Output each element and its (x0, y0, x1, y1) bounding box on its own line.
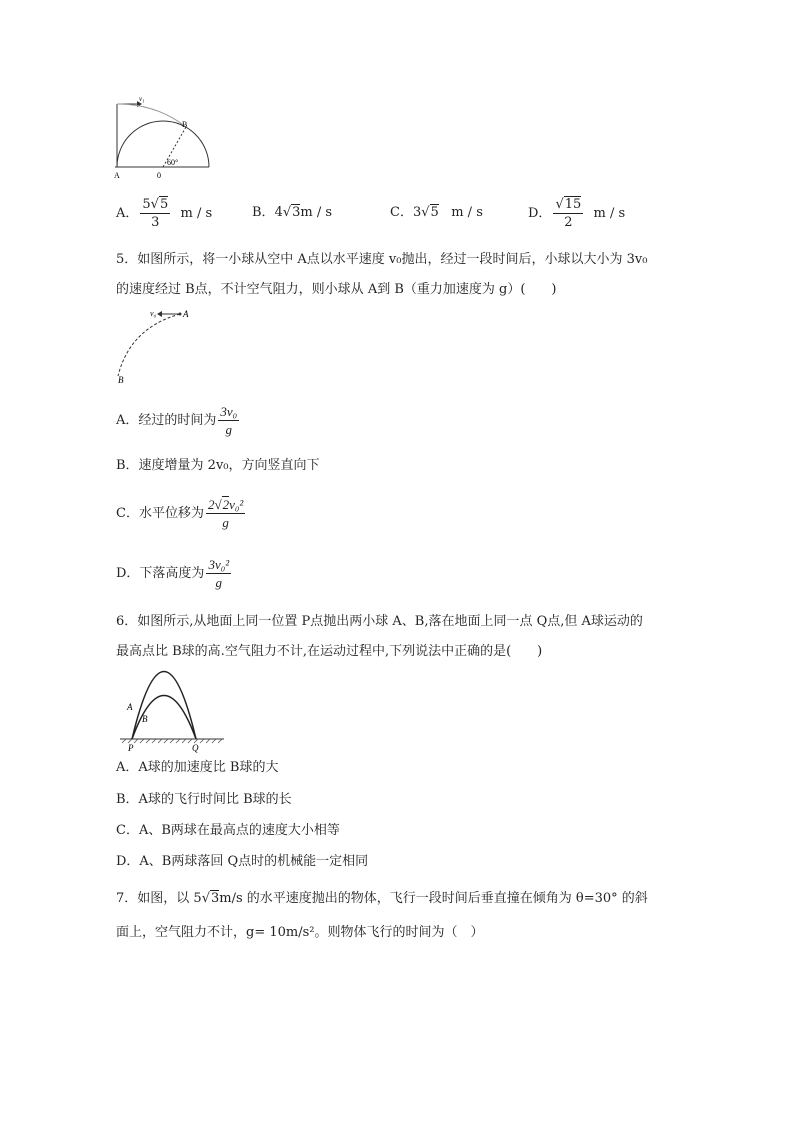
option-d-label: D． (528, 206, 552, 221)
option-c-coef: 3 (412, 205, 422, 220)
option-a-den: 3 (151, 215, 160, 230)
q5-option-b: B．速度增量为 2v₀，方向竖直向下 (116, 458, 320, 473)
q7-post: m/s 的水平速度抛出的物体，飞行一段时间后垂直撞在倾角为 θ=30° 的斜 (219, 891, 648, 906)
option-d-num-root: 15 (564, 197, 582, 212)
option-b-coef: 4 (274, 205, 283, 220)
q6-option-a: A．A球的加速度比 B球的大 (116, 760, 279, 775)
q6-option-d: D．A、B两球落回 Q点时的机械能一定相同 (116, 854, 369, 869)
q7-pre: 7．如图，以 5 (116, 891, 202, 906)
option-d-den: g (215, 575, 223, 590)
q6-figure (112, 664, 234, 754)
q4-figure (112, 90, 214, 182)
q5-stem-line1: 5．如图所示，将一小球从空中 A点以水平速度 v₀抛出，经过一段时间后，小球以大小为 3v₀ (116, 252, 648, 267)
option-d-fraction: $\frac{√15}{2}$ (555, 197, 582, 230)
trajectory-curve (117, 104, 186, 127)
option-a-fraction: $\frac{5√5}{3}$ (142, 197, 169, 230)
q4-option-b: B．4√3m / s (252, 205, 333, 220)
option-c-num-root: 2 (222, 497, 230, 512)
q5-option-c (116, 496, 247, 531)
option-c-den: g (222, 515, 229, 530)
option-b-root: 3 (292, 205, 301, 220)
option-c-num-var: v₀² (229, 497, 244, 512)
option-a-unit: m / s (180, 206, 213, 221)
trajectory-a (132, 672, 196, 740)
ground-hatching (122, 739, 222, 743)
point-q-label: Q (192, 743, 199, 753)
q6-stem-line2: 最高点比 B球的高.空气阻力不计,在运动过程中,下列说法中正确的是( ) (116, 644, 543, 659)
option-a-label: A．经过的时间为 (116, 413, 217, 428)
trajectory-curve (118, 314, 180, 376)
q4-option-d (528, 196, 625, 231)
q7-root: 3 (210, 891, 220, 906)
q7-stem-line2: 面上，空气阻力不计，g= 10m/s²。则物体飞行的时间为（ ） (116, 925, 484, 940)
q6-option-b: B．A球的飞行时间比 B球的长 (116, 792, 292, 807)
point-b-label: B (118, 375, 124, 385)
option-c-unit: m / s (451, 205, 483, 220)
option-a-num-root: 5 (159, 197, 169, 212)
q6-stem-line1: 6．如图所示,从地面上同一位置 P点抛出两小球 A、B,落在地面上同一点 Q点,但 A球运动的 (116, 614, 643, 629)
option-c-fraction: $\frac{\text{2√2v₀²}}{g}$ (207, 497, 244, 530)
q6-option-c: C．A、B两球在最高点的速度大小相等 (116, 823, 340, 838)
option-d-den: 2 (564, 215, 573, 230)
ball-a-label: A (127, 702, 133, 712)
q5-stem-line2: 的速度经过 B点，不计空气阻力，则小球从 A到 B（重力加速度为 g）( ) (116, 282, 557, 297)
angle-label: 60° (167, 158, 179, 167)
q5-option-d (116, 556, 233, 591)
option-a-den: g (225, 422, 233, 437)
q4-option-a (116, 196, 212, 231)
option-d-num: 3v₀² (208, 557, 230, 572)
option-d-fraction (206, 556, 231, 591)
option-c-root: 5 (430, 205, 439, 220)
v0-label: v₀ (150, 309, 157, 318)
option-d-unit: m / s (593, 206, 626, 221)
option-c-num-coef: 2 (207, 497, 215, 512)
point-b-label: B (182, 120, 188, 129)
semicircle-arc (117, 121, 209, 167)
point-a-label: A (114, 171, 120, 180)
option-b-unit: m / s (300, 205, 333, 220)
option-d-label: D．下落高度为 (116, 566, 205, 581)
q5-option-a (116, 403, 241, 438)
q4-option-c: C．3√5 m / s (390, 205, 483, 220)
arrowhead-icon (157, 311, 162, 317)
option-a-fraction (218, 403, 239, 438)
point-p-label: P (128, 743, 134, 753)
point-a-label: A (183, 309, 189, 319)
option-a-num-coef: 5 (142, 197, 151, 212)
q5-figure (112, 304, 196, 386)
v1-label: v₁ (139, 95, 145, 103)
option-b-label: B． (252, 205, 275, 220)
option-a-num: 3v₀ (220, 404, 238, 419)
ball-b-label: B (142, 714, 148, 724)
option-c-label: C． (390, 205, 413, 220)
q7-stem-line1: 7．如图，以 5√3m/s 的水平速度抛出的物体，飞行一段时间后垂直撞在倾角为 θ=30° 的斜 (116, 891, 648, 906)
option-a-label: A． (116, 206, 139, 221)
option-c-label: C．水平位移为 (116, 506, 204, 521)
point-o-label: 0 (157, 171, 161, 180)
